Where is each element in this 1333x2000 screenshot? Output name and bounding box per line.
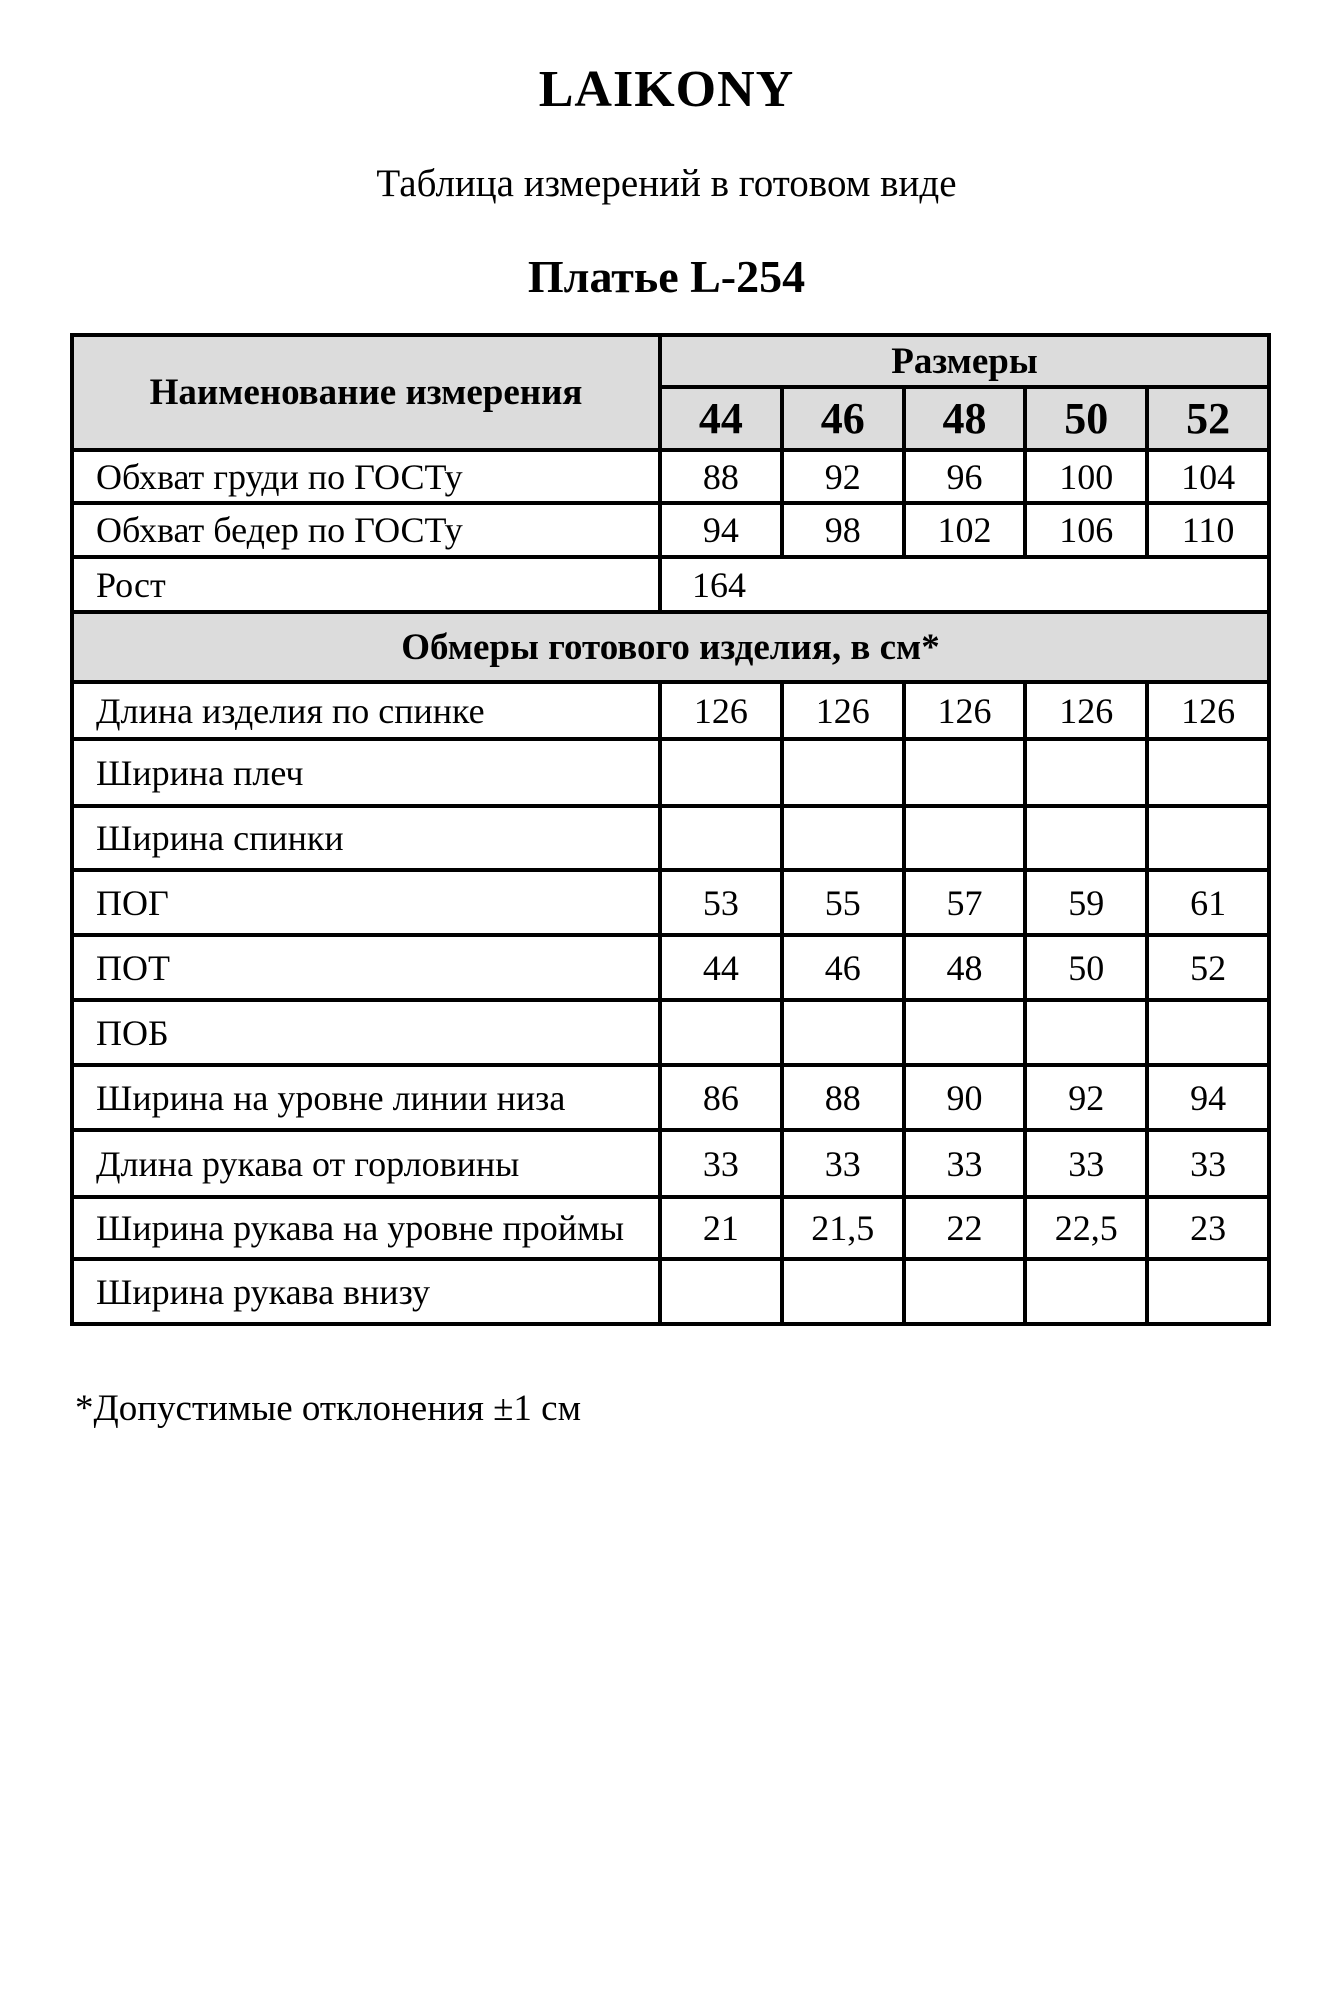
cell-value: 86: [660, 1065, 782, 1130]
cell-value: 22: [904, 1197, 1026, 1259]
row-label: Ширина спинки: [72, 806, 660, 870]
size-column-header: 48: [904, 387, 1026, 450]
cell-value: 33: [1025, 1130, 1147, 1197]
cell-value: 33: [904, 1130, 1026, 1197]
cell-value: 126: [1025, 682, 1147, 739]
cell-value: 57: [904, 870, 1026, 935]
cell-value: [782, 1000, 904, 1065]
cell-value: 98: [782, 503, 904, 557]
cell-value: [904, 739, 1026, 806]
document-subtitle: Таблица измерений в готовом виде: [376, 162, 957, 205]
table-row: [72, 935, 1269, 1000]
cell-value: [1147, 1259, 1269, 1324]
cell-value: [660, 1000, 782, 1065]
cell-value: 88: [782, 1065, 904, 1130]
cell-value: 94: [660, 503, 782, 557]
size-column-header: 50: [1025, 387, 1147, 450]
cell-value: 22,5: [1025, 1197, 1147, 1259]
brand-title: LAIKONY: [538, 61, 795, 118]
cell-value: [904, 1259, 1026, 1324]
cell-value: [660, 1259, 782, 1324]
cell-value: 44: [660, 935, 782, 1000]
table-row: [72, 739, 1269, 806]
table-row: [72, 1000, 1269, 1065]
table-header-row-sizes-group: [72, 335, 1269, 387]
table-row: [72, 1197, 1269, 1259]
table-row: [72, 870, 1269, 935]
row-label: Ширина рукава на уровне проймы: [72, 1197, 660, 1259]
cell-value: 33: [660, 1130, 782, 1197]
cell-value: 21: [660, 1197, 782, 1259]
cell-value: 96: [904, 450, 1026, 503]
cell-value: 23: [1147, 1197, 1269, 1259]
cell-value: 55: [782, 870, 904, 935]
row-label: ПОТ: [72, 935, 660, 1000]
measurements-table: [70, 333, 1271, 1326]
column-header-sizes: Размеры: [660, 335, 1269, 387]
table-row: [72, 503, 1269, 557]
row-label: Обхват бедер по ГОСТу: [72, 503, 660, 557]
cell-value: 92: [1025, 1065, 1147, 1130]
cell-value: 104: [1147, 450, 1269, 503]
cell-value: 21,5: [782, 1197, 904, 1259]
table-row: [72, 1259, 1269, 1324]
column-header-measurement-name: Наименование измерения: [72, 335, 660, 450]
cell-value: 48: [904, 935, 1026, 1000]
cell-value: 126: [904, 682, 1026, 739]
cell-value: 88: [660, 450, 782, 503]
table-row: [72, 557, 1269, 612]
size-column-header: 46: [782, 387, 904, 450]
merged-value-cell: 164: [660, 557, 1269, 612]
cell-value: 90: [904, 1065, 1026, 1130]
row-label: Длина изделия по спинке: [72, 682, 660, 739]
table-row: [72, 682, 1269, 739]
cell-value: [782, 806, 904, 870]
footnote: *Допустимые отклонения ±1 см: [75, 1388, 581, 1429]
section-header-row: [72, 612, 1269, 682]
cell-value: 126: [660, 682, 782, 739]
table-row: [72, 450, 1269, 503]
cell-value: 100: [1025, 450, 1147, 503]
cell-value: [904, 1000, 1026, 1065]
row-label: Ширина на уровне линии низа: [72, 1065, 660, 1130]
cell-value: 126: [782, 682, 904, 739]
cell-value: 33: [1147, 1130, 1269, 1197]
row-label: Обхват груди по ГОСТу: [72, 450, 660, 503]
cell-value: 59: [1025, 870, 1147, 935]
size-column-header: 44: [660, 387, 782, 450]
cell-value: 110: [1147, 503, 1269, 557]
cell-value: [1147, 739, 1269, 806]
cell-value: 94: [1147, 1065, 1269, 1130]
row-label: ПОБ: [72, 1000, 660, 1065]
cell-value: [1025, 739, 1147, 806]
cell-value: [1147, 806, 1269, 870]
cell-value: [1025, 1000, 1147, 1065]
cell-value: 52: [1147, 935, 1269, 1000]
cell-value: 92: [782, 450, 904, 503]
cell-value: 50: [1025, 935, 1147, 1000]
cell-value: 102: [904, 503, 1026, 557]
cell-value: 126: [1147, 682, 1269, 739]
product-title: Платье L-254: [527, 251, 806, 302]
cell-value: 53: [660, 870, 782, 935]
cell-value: [782, 739, 904, 806]
cell-value: [660, 739, 782, 806]
table-row: [72, 806, 1269, 870]
cell-value: 61: [1147, 870, 1269, 935]
cell-value: [1025, 1259, 1147, 1324]
section-header-label: Обмеры готового изделия, в см*: [72, 612, 1269, 682]
cell-value: 46: [782, 935, 904, 1000]
size-column-header: 52: [1147, 387, 1269, 450]
row-label: ПОГ: [72, 870, 660, 935]
table-row: [72, 1065, 1269, 1130]
row-label: Ширина плеч: [72, 739, 660, 806]
row-label: Ширина рукава внизу: [72, 1259, 660, 1324]
cell-value: [904, 806, 1026, 870]
cell-value: 33: [782, 1130, 904, 1197]
cell-value: [1147, 1000, 1269, 1065]
row-label: Длина рукава от горловины: [72, 1130, 660, 1197]
cell-value: 106: [1025, 503, 1147, 557]
cell-value: [1025, 806, 1147, 870]
cell-value: [782, 1259, 904, 1324]
row-label: Рост: [72, 557, 660, 612]
cell-value: [660, 806, 782, 870]
table-row: [72, 1130, 1269, 1197]
